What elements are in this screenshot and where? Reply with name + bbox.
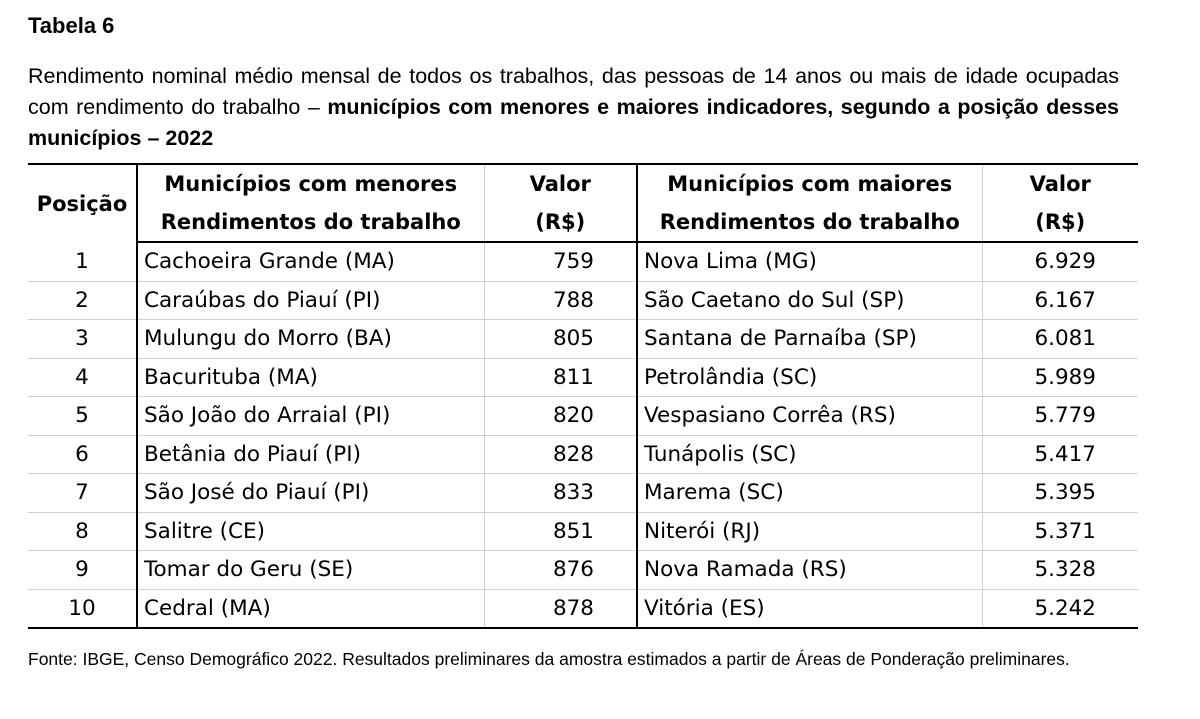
cell-lowest-value: 851	[484, 512, 637, 551]
cell-lowest-municipality: Mulungu do Morro (BA)	[137, 320, 484, 359]
cell-position: 5	[28, 397, 137, 436]
cell-lowest-municipality: Cedral (MA)	[137, 589, 484, 628]
cell-lowest-municipality: Bacurituba (MA)	[137, 358, 484, 397]
cell-lowest-municipality: São João do Arraial (PI)	[137, 397, 484, 436]
table-row	[28, 242, 1138, 281]
cell-lowest-value: 878	[484, 589, 637, 628]
table-header	[28, 164, 1138, 242]
cell-highest-value: 5.328	[982, 551, 1138, 590]
income-table	[28, 163, 1138, 629]
table-row	[28, 474, 1138, 513]
cell-highest-value: 5.242	[982, 589, 1138, 628]
cell-lowest-municipality: Cachoeira Grande (MA)	[137, 242, 484, 281]
source-note: Fonte: IBGE, Censo Demográfico 2022. Resultados preliminares da amostra estimados a partir de Áreas de Ponderação preliminares.	[28, 649, 1070, 669]
cell-lowest-municipality: Betânia do Piauí (PI)	[137, 435, 484, 474]
description-normal-text: Rendimento nominal médio mensal de todos os trabalhos, das pessoas de 14 anos ou mais de idade ocupadas com rendimento do trabalho –	[28, 64, 1119, 119]
header-value2-line1: Valor	[982, 164, 1138, 203]
cell-position: 6	[28, 435, 137, 474]
table-body	[28, 242, 1138, 628]
cell-position: 9	[28, 551, 137, 590]
table-row	[28, 358, 1138, 397]
cell-lowest-municipality: Salitre (CE)	[137, 512, 484, 551]
header-value2-line2: (R$)	[982, 203, 1138, 242]
cell-position: 2	[28, 281, 137, 320]
cell-lowest-municipality: São José do Piauí (PI)	[137, 474, 484, 513]
cell-lowest-value: 828	[484, 435, 637, 474]
cell-position: 3	[28, 320, 137, 359]
cell-highest-value: 5.371	[982, 512, 1138, 551]
cell-highest-municipality: Petrolândia (SC)	[637, 358, 982, 397]
cell-highest-municipality: Santana de Parnaíba (SP)	[637, 320, 982, 359]
cell-lowest-value: 805	[484, 320, 637, 359]
cell-lowest-municipality: Tomar do Geru (SE)	[137, 551, 484, 590]
cell-highest-municipality: Vitória (ES)	[637, 589, 982, 628]
cell-lowest-value: 788	[484, 281, 637, 320]
cell-highest-municipality: Marema (SC)	[637, 474, 982, 513]
table-row	[28, 281, 1138, 320]
header-value-line1: Valor	[484, 164, 637, 203]
cell-highest-municipality: Niterói (RJ)	[637, 512, 982, 551]
cell-lowest-value: 759	[484, 242, 637, 281]
cell-highest-value: 5.779	[982, 397, 1138, 436]
table-description	[28, 61, 1119, 154]
cell-highest-value: 5.989	[982, 358, 1138, 397]
cell-lowest-value: 820	[484, 397, 637, 436]
header-lowest-line2: Rendimentos do trabalho	[137, 203, 484, 242]
cell-highest-value: 5.417	[982, 435, 1138, 474]
table-row	[28, 320, 1138, 359]
cell-position: 4	[28, 358, 137, 397]
table-row	[28, 589, 1138, 628]
cell-lowest-municipality: Caraúbas do Piauí (PI)	[137, 281, 484, 320]
cell-lowest-value: 876	[484, 551, 637, 590]
cell-position: 10	[28, 589, 137, 628]
cell-highest-municipality: Nova Lima (MG)	[637, 242, 982, 281]
table-row	[28, 397, 1138, 436]
cell-position: 1	[28, 242, 137, 281]
cell-highest-municipality: Vespasiano Corrêa (RS)	[637, 397, 982, 436]
header-highest-line1: Municípios com maiores	[637, 164, 982, 203]
table-row	[28, 551, 1138, 590]
header-highest-line2: Rendimentos do trabalho	[637, 203, 982, 242]
table-row	[28, 512, 1138, 551]
header-lowest-line1: Municípios com menores	[137, 164, 484, 203]
table-title: Tabela 6	[28, 13, 115, 38]
header-position: Posição	[28, 164, 137, 242]
header-value-line2: (R$)	[484, 203, 637, 242]
cell-position: 8	[28, 512, 137, 551]
cell-position: 7	[28, 474, 137, 513]
cell-highest-municipality: Nova Ramada (RS)	[637, 551, 982, 590]
cell-highest-value: 5.395	[982, 474, 1138, 513]
cell-highest-value: 6.081	[982, 320, 1138, 359]
cell-lowest-value: 833	[484, 474, 637, 513]
cell-lowest-value: 811	[484, 358, 637, 397]
description-bold-text: municípios com menores e maiores indicadores, segundo a posição desses municípios – 2022	[28, 95, 1119, 150]
cell-highest-municipality: Tunápolis (SC)	[637, 435, 982, 474]
cell-highest-value: 6.167	[982, 281, 1138, 320]
cell-highest-municipality: São Caetano do Sul (SP)	[637, 281, 982, 320]
cell-highest-value: 6.929	[982, 242, 1138, 281]
table-row	[28, 435, 1138, 474]
